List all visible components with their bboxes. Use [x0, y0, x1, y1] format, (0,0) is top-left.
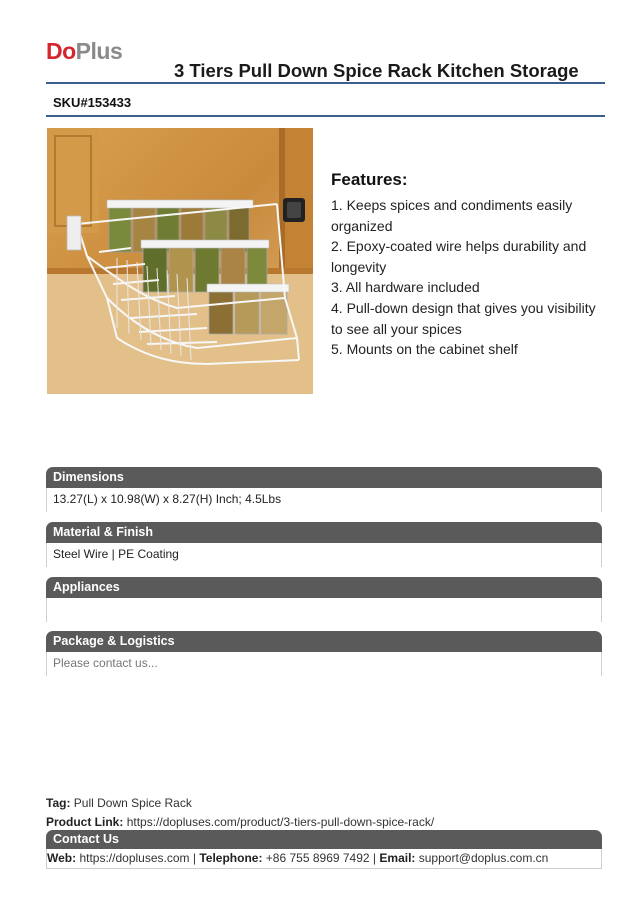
title-divider — [46, 82, 605, 84]
logo-text-do: Do — [46, 38, 76, 64]
tag-value[interactable]: Pull Down Spice Rack — [73, 796, 192, 810]
package-value: Please contact us... — [53, 656, 158, 670]
separator: | — [372, 851, 377, 865]
features-heading: Features: — [331, 170, 408, 189]
material-value: Steel Wire | PE Coating — [53, 547, 179, 561]
spice-jars-bottom — [207, 284, 289, 334]
material-header: Material & Finish — [46, 522, 602, 543]
feature-item: 3. All hardware included — [331, 279, 480, 296]
contact-header: Contact Us — [46, 830, 602, 849]
appliances-box — [46, 598, 602, 622]
web-link[interactable]: https://dopluses.com — [79, 851, 190, 865]
dimensions-value: 13.27(L) x 10.98(W) x 8.27(H) Inch; 4.5Lbs — [53, 492, 282, 506]
logo-text-plus: Plus — [75, 38, 123, 64]
tag-line — [46, 796, 192, 810]
email-label: Email: — [379, 851, 416, 865]
tag-label: Tag: — [46, 796, 71, 810]
feature-item: 4. Pull-down design that gives you visibility to see all your spices — [331, 299, 596, 337]
phone-label: Telephone: — [199, 851, 263, 865]
phone-value: +86 755 8969 7492 — [265, 851, 370, 865]
feature-item: 1. Keeps spices and condiments easily organized — [331, 197, 573, 234]
product-link-line — [46, 815, 434, 829]
feature-item: 5. Mounts on the cabinet shelf — [331, 341, 518, 358]
product-image — [47, 128, 313, 394]
sku-divider — [46, 115, 605, 117]
product-link[interactable]: https://dopluses.com/product/3-tiers-pull-down-spice-rack/ — [126, 815, 435, 829]
appliances-header: Appliances — [46, 577, 602, 598]
separator: | — [192, 851, 196, 865]
product-link-label: Product Link: — [46, 815, 124, 829]
web-label: Web: — [47, 851, 77, 865]
brand-logo — [46, 38, 122, 65]
page-title: 3 Tiers Pull Down Spice Rack Kitchen Storage — [174, 60, 579, 81]
features-list — [331, 195, 606, 360]
email-link[interactable]: support@doplus.com.cn — [418, 851, 549, 865]
package-header: Package & Logistics — [46, 631, 602, 652]
contact-row — [46, 849, 602, 869]
dimensions-header: Dimensions — [46, 467, 602, 488]
sku-label: SKU#153433 — [53, 95, 132, 110]
feature-item: 2. Epoxy-coated wire helps durability and longevity — [331, 238, 587, 275]
